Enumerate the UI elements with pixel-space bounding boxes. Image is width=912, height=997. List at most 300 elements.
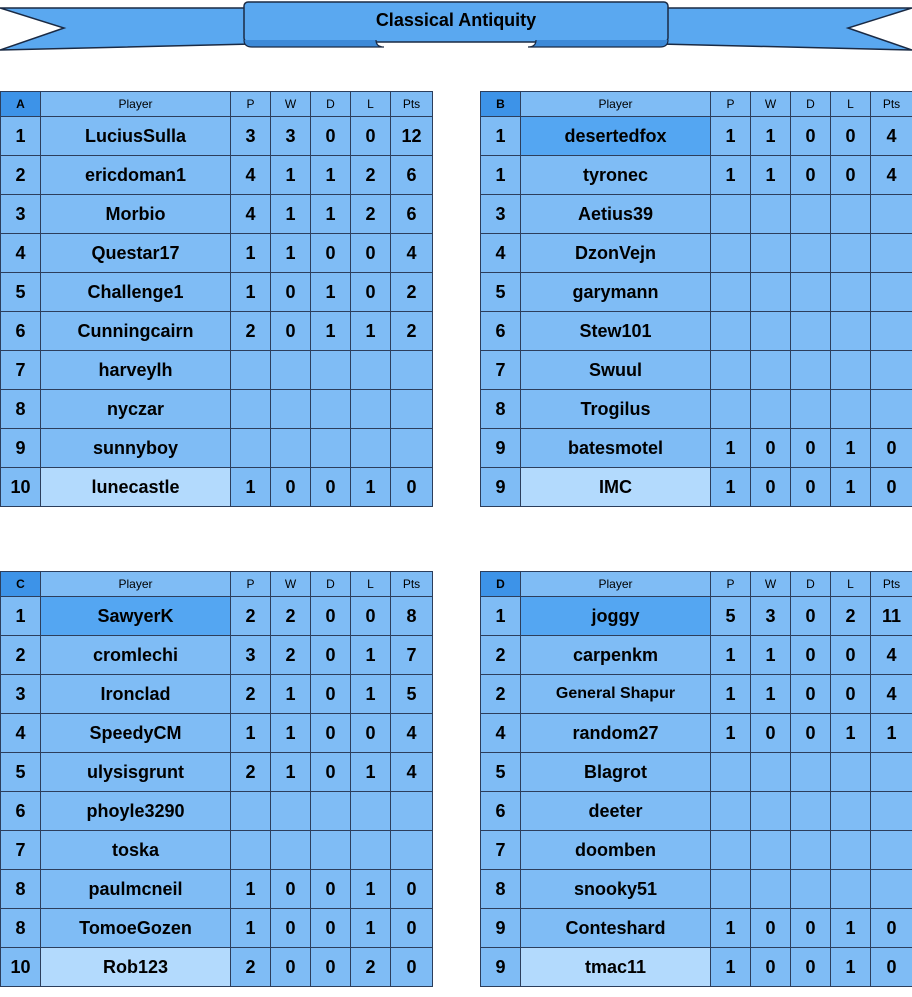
player-name[interactable]: garymann <box>521 273 711 312</box>
rank-cell: 8 <box>1 909 41 948</box>
rank-cell: 7 <box>481 831 521 870</box>
table-row <box>1 909 433 948</box>
lost-cell: 1 <box>831 468 871 507</box>
lost-cell: 1 <box>351 468 391 507</box>
table-row <box>1 675 433 714</box>
player-name[interactable]: Stew101 <box>521 312 711 351</box>
points-cell <box>871 195 912 234</box>
rank-cell: 5 <box>1 273 41 312</box>
lost-cell <box>831 792 871 831</box>
lost-cell: 0 <box>831 117 871 156</box>
played-cell <box>711 753 751 792</box>
table-row <box>481 195 912 234</box>
lost-cell: 0 <box>351 117 391 156</box>
played-cell <box>231 429 271 468</box>
points-cell: 0 <box>871 468 912 507</box>
won-cell: 1 <box>751 156 791 195</box>
played-cell <box>231 390 271 429</box>
played-cell: 3 <box>231 117 271 156</box>
header-player: Player <box>521 572 711 597</box>
played-cell: 1 <box>711 156 751 195</box>
lost-cell: 0 <box>831 636 871 675</box>
won-cell: 1 <box>271 195 311 234</box>
played-cell <box>711 234 751 273</box>
player-name[interactable]: IMC <box>521 468 711 507</box>
drawn-cell: 0 <box>311 636 351 675</box>
table-row <box>481 351 912 390</box>
drawn-cell: 1 <box>311 195 351 234</box>
won-cell <box>751 273 791 312</box>
rank-cell: 9 <box>481 948 521 987</box>
table-row <box>1 273 433 312</box>
played-cell <box>711 312 751 351</box>
points-cell: 0 <box>871 948 912 987</box>
lost-cell: 0 <box>351 234 391 273</box>
rank-cell: 3 <box>1 195 41 234</box>
played-cell: 1 <box>711 909 751 948</box>
group-c-table <box>0 571 433 987</box>
drawn-cell: 1 <box>311 312 351 351</box>
header-drawn: D <box>311 572 351 597</box>
rank-cell: 8 <box>481 870 521 909</box>
player-name[interactable]: Swuul <box>521 351 711 390</box>
player-name[interactable]: tyronec <box>521 156 711 195</box>
header-lost: L <box>831 92 871 117</box>
won-cell: 0 <box>271 948 311 987</box>
drawn-cell: 0 <box>791 468 831 507</box>
lost-cell: 1 <box>831 714 871 753</box>
table-row <box>481 597 912 636</box>
played-cell: 1 <box>711 468 751 507</box>
won-cell: 3 <box>751 597 791 636</box>
played-cell <box>711 831 751 870</box>
points-cell: 0 <box>391 909 433 948</box>
player-name[interactable]: Ironclad <box>41 675 231 714</box>
played-cell: 1 <box>231 870 271 909</box>
table-row <box>1 234 433 273</box>
drawn-cell: 0 <box>791 948 831 987</box>
played-cell <box>711 273 751 312</box>
player-name[interactable]: lunecastle <box>41 468 231 507</box>
points-cell: 0 <box>391 948 433 987</box>
header-drawn: D <box>791 92 831 117</box>
points-cell: 1 <box>871 714 912 753</box>
rank-cell: 1 <box>481 117 521 156</box>
points-cell <box>871 792 912 831</box>
table-row <box>481 909 912 948</box>
lost-cell: 0 <box>831 156 871 195</box>
played-cell: 1 <box>711 714 751 753</box>
points-cell <box>391 390 433 429</box>
header-points: Pts <box>871 92 912 117</box>
drawn-cell: 0 <box>791 117 831 156</box>
won-cell <box>271 390 311 429</box>
played-cell: 2 <box>231 597 271 636</box>
drawn-cell: 0 <box>791 909 831 948</box>
table-row <box>1 390 433 429</box>
drawn-cell <box>791 792 831 831</box>
table-row <box>1 714 433 753</box>
lost-cell: 1 <box>831 909 871 948</box>
won-cell <box>751 792 791 831</box>
won-cell <box>751 234 791 273</box>
won-cell: 2 <box>271 597 311 636</box>
points-cell: 11 <box>871 597 912 636</box>
table-row <box>1 117 433 156</box>
drawn-cell <box>791 753 831 792</box>
header-row <box>1 92 433 117</box>
lost-cell <box>831 831 871 870</box>
lost-cell <box>831 195 871 234</box>
player-name[interactable]: Rob123 <box>41 948 231 987</box>
drawn-cell: 0 <box>791 429 831 468</box>
header-drawn: D <box>311 92 351 117</box>
lost-cell: 1 <box>351 312 391 351</box>
won-cell: 3 <box>271 117 311 156</box>
played-cell <box>231 792 271 831</box>
lost-cell: 2 <box>831 597 871 636</box>
drawn-cell <box>311 429 351 468</box>
played-cell: 1 <box>711 636 751 675</box>
table-row <box>1 351 433 390</box>
header-won: W <box>751 572 791 597</box>
drawn-cell: 1 <box>311 273 351 312</box>
header-won: W <box>271 572 311 597</box>
rank-cell: 2 <box>1 636 41 675</box>
rank-cell: 5 <box>481 753 521 792</box>
table-row <box>481 273 912 312</box>
lost-cell <box>831 273 871 312</box>
player-name[interactable]: joggy <box>521 597 711 636</box>
player-name[interactable]: ulysisgrunt <box>41 753 231 792</box>
played-cell: 1 <box>711 429 751 468</box>
points-cell: 12 <box>391 117 433 156</box>
player-name[interactable]: TomoeGozen <box>41 909 231 948</box>
points-cell: 4 <box>871 156 912 195</box>
lost-cell: 2 <box>351 156 391 195</box>
lost-cell <box>351 390 391 429</box>
player-name[interactable]: General Shapur <box>521 675 711 714</box>
table-row <box>481 948 912 987</box>
played-cell: 1 <box>711 675 751 714</box>
table-row <box>481 636 912 675</box>
played-cell: 3 <box>231 636 271 675</box>
rank-cell: 9 <box>1 429 41 468</box>
header-played: P <box>231 92 271 117</box>
won-cell <box>271 792 311 831</box>
won-cell <box>751 870 791 909</box>
table-row <box>1 468 433 507</box>
group-b-table <box>480 91 912 507</box>
player-name[interactable]: phoyle3290 <box>41 792 231 831</box>
drawn-cell <box>791 312 831 351</box>
header-player: Player <box>521 92 711 117</box>
drawn-cell: 0 <box>311 870 351 909</box>
rank-cell: 7 <box>481 351 521 390</box>
table-row <box>1 792 433 831</box>
player-name[interactable]: desertedfox <box>521 117 711 156</box>
points-cell <box>391 351 433 390</box>
played-cell: 4 <box>231 195 271 234</box>
table-row <box>1 831 433 870</box>
header-lost: L <box>351 572 391 597</box>
points-cell <box>871 234 912 273</box>
rank-cell: 5 <box>481 273 521 312</box>
table-row <box>481 117 912 156</box>
table-row <box>481 675 912 714</box>
header-lost: L <box>351 92 391 117</box>
player-name[interactable]: sunnyboy <box>41 429 231 468</box>
player-name[interactable]: Cunningcairn <box>41 312 231 351</box>
group-a-table <box>0 91 433 507</box>
points-cell <box>871 351 912 390</box>
rank-cell: 4 <box>1 714 41 753</box>
player-name[interactable]: harveylh <box>41 351 231 390</box>
player-name[interactable]: toska <box>41 831 231 870</box>
player-name[interactable]: carpenkm <box>521 636 711 675</box>
player-name[interactable]: snooky51 <box>521 870 711 909</box>
rank-cell: 3 <box>1 675 41 714</box>
rank-cell: 2 <box>481 675 521 714</box>
player-name[interactable]: Challenge1 <box>41 273 231 312</box>
player-name[interactable]: SpeedyCM <box>41 714 231 753</box>
played-cell <box>711 195 751 234</box>
lost-cell: 0 <box>351 714 391 753</box>
won-cell: 0 <box>271 312 311 351</box>
won-cell <box>751 351 791 390</box>
rank-cell: 4 <box>481 714 521 753</box>
won-cell: 1 <box>271 156 311 195</box>
drawn-cell <box>791 273 831 312</box>
rank-cell: 10 <box>1 948 41 987</box>
points-cell <box>391 831 433 870</box>
won-cell: 0 <box>271 273 311 312</box>
played-cell: 1 <box>711 948 751 987</box>
table-row <box>1 870 433 909</box>
lost-cell <box>831 234 871 273</box>
table-row <box>481 831 912 870</box>
rank-cell: 8 <box>1 390 41 429</box>
won-cell: 1 <box>751 117 791 156</box>
lost-cell <box>351 792 391 831</box>
won-cell: 0 <box>271 468 311 507</box>
won-cell <box>271 831 311 870</box>
group-label: C <box>1 572 41 597</box>
points-cell: 7 <box>391 636 433 675</box>
lost-cell: 2 <box>351 195 391 234</box>
points-cell: 0 <box>391 870 433 909</box>
table-row <box>1 195 433 234</box>
drawn-cell <box>791 195 831 234</box>
group-label: B <box>481 92 521 117</box>
lost-cell <box>831 390 871 429</box>
points-cell <box>871 831 912 870</box>
lost-cell <box>831 753 871 792</box>
table-row <box>1 597 433 636</box>
rank-cell: 6 <box>481 312 521 351</box>
header-played: P <box>231 572 271 597</box>
lost-cell <box>351 831 391 870</box>
rank-cell: 8 <box>1 870 41 909</box>
played-cell: 4 <box>231 156 271 195</box>
drawn-cell: 0 <box>791 597 831 636</box>
drawn-cell: 1 <box>311 156 351 195</box>
points-cell: 6 <box>391 195 433 234</box>
drawn-cell: 0 <box>311 909 351 948</box>
drawn-cell: 0 <box>311 753 351 792</box>
player-name[interactable]: Questar17 <box>41 234 231 273</box>
points-cell <box>871 390 912 429</box>
drawn-cell: 0 <box>791 636 831 675</box>
won-cell <box>751 753 791 792</box>
points-cell <box>391 792 433 831</box>
table-row <box>1 948 433 987</box>
header-player: Player <box>41 92 231 117</box>
rank-cell: 1 <box>1 597 41 636</box>
table-row <box>481 429 912 468</box>
lost-cell <box>831 312 871 351</box>
player-name[interactable]: tmac11 <box>521 948 711 987</box>
points-cell: 0 <box>391 468 433 507</box>
player-name[interactable]: random27 <box>521 714 711 753</box>
header-played: P <box>711 92 751 117</box>
lost-cell <box>831 870 871 909</box>
won-cell: 2 <box>271 636 311 675</box>
won-cell: 1 <box>271 753 311 792</box>
player-name[interactable]: LuciusSulla <box>41 117 231 156</box>
lost-cell: 1 <box>351 909 391 948</box>
points-cell: 2 <box>391 312 433 351</box>
played-cell <box>711 390 751 429</box>
rank-cell: 8 <box>481 390 521 429</box>
played-cell: 5 <box>711 597 751 636</box>
won-cell <box>271 429 311 468</box>
points-cell: 4 <box>871 117 912 156</box>
table-row <box>481 870 912 909</box>
player-name[interactable]: DzonVejn <box>521 234 711 273</box>
player-name[interactable]: batesmotel <box>521 429 711 468</box>
header-won: W <box>751 92 791 117</box>
table-row <box>1 429 433 468</box>
group-d-table <box>480 571 912 987</box>
lost-cell: 1 <box>351 675 391 714</box>
player-name[interactable]: doomben <box>521 831 711 870</box>
drawn-cell: 0 <box>791 714 831 753</box>
played-cell <box>231 351 271 390</box>
drawn-cell <box>791 390 831 429</box>
drawn-cell: 0 <box>311 714 351 753</box>
rank-cell: 1 <box>481 597 521 636</box>
lost-cell: 1 <box>831 429 871 468</box>
points-cell: 4 <box>391 714 433 753</box>
points-cell: 8 <box>391 597 433 636</box>
player-name[interactable]: paulmcneil <box>41 870 231 909</box>
played-cell <box>231 831 271 870</box>
rank-cell: 4 <box>481 234 521 273</box>
played-cell <box>711 870 751 909</box>
table-row <box>481 312 912 351</box>
header-lost: L <box>831 572 871 597</box>
rank-cell: 5 <box>1 753 41 792</box>
points-cell <box>871 870 912 909</box>
rank-cell: 1 <box>481 156 521 195</box>
group-label: A <box>1 92 41 117</box>
header-row <box>1 572 433 597</box>
rank-cell: 7 <box>1 831 41 870</box>
won-cell: 1 <box>751 675 791 714</box>
player-name[interactable]: cromlechi <box>41 636 231 675</box>
player-name[interactable]: SawyerK <box>41 597 231 636</box>
played-cell <box>711 792 751 831</box>
drawn-cell <box>311 351 351 390</box>
header-points: Pts <box>391 572 433 597</box>
drawn-cell: 0 <box>311 117 351 156</box>
played-cell: 1 <box>231 909 271 948</box>
player-name[interactable]: Conteshard <box>521 909 711 948</box>
lost-cell: 1 <box>351 870 391 909</box>
table-row <box>481 234 912 273</box>
header-row <box>481 92 912 117</box>
points-cell: 4 <box>391 753 433 792</box>
rank-cell: 2 <box>481 636 521 675</box>
rank-cell: 1 <box>1 117 41 156</box>
rank-cell: 6 <box>1 312 41 351</box>
drawn-cell: 0 <box>791 675 831 714</box>
table-row <box>1 156 433 195</box>
drawn-cell: 0 <box>311 597 351 636</box>
lost-cell: 0 <box>351 273 391 312</box>
points-cell: 4 <box>871 636 912 675</box>
drawn-cell <box>791 234 831 273</box>
player-name[interactable]: deeter <box>521 792 711 831</box>
points-cell: 5 <box>391 675 433 714</box>
drawn-cell: 0 <box>311 468 351 507</box>
player-name[interactable]: ericdoman1 <box>41 156 231 195</box>
player-name[interactable]: Morbio <box>41 195 231 234</box>
points-cell: 4 <box>871 675 912 714</box>
lost-cell: 1 <box>831 948 871 987</box>
played-cell: 2 <box>231 675 271 714</box>
won-cell <box>751 390 791 429</box>
player-name[interactable]: nyczar <box>41 390 231 429</box>
drawn-cell <box>311 792 351 831</box>
won-cell <box>751 312 791 351</box>
table-row <box>481 390 912 429</box>
played-cell: 2 <box>231 948 271 987</box>
drawn-cell <box>791 831 831 870</box>
played-cell: 1 <box>711 117 751 156</box>
won-cell: 0 <box>751 468 791 507</box>
points-cell <box>871 312 912 351</box>
header-row <box>481 572 912 597</box>
played-cell: 2 <box>231 753 271 792</box>
player-name[interactable]: Aetius39 <box>521 195 711 234</box>
player-name[interactable]: Trogilus <box>521 390 711 429</box>
header-played: P <box>711 572 751 597</box>
won-cell: 1 <box>271 234 311 273</box>
played-cell: 1 <box>231 714 271 753</box>
header-points: Pts <box>871 572 912 597</box>
lost-cell: 2 <box>351 948 391 987</box>
won-cell <box>751 831 791 870</box>
played-cell <box>711 351 751 390</box>
player-name[interactable]: Blagrot <box>521 753 711 792</box>
header-points: Pts <box>391 92 433 117</box>
lost-cell: 1 <box>351 753 391 792</box>
rank-cell: 4 <box>1 234 41 273</box>
rank-cell: 9 <box>481 429 521 468</box>
drawn-cell: 0 <box>791 156 831 195</box>
